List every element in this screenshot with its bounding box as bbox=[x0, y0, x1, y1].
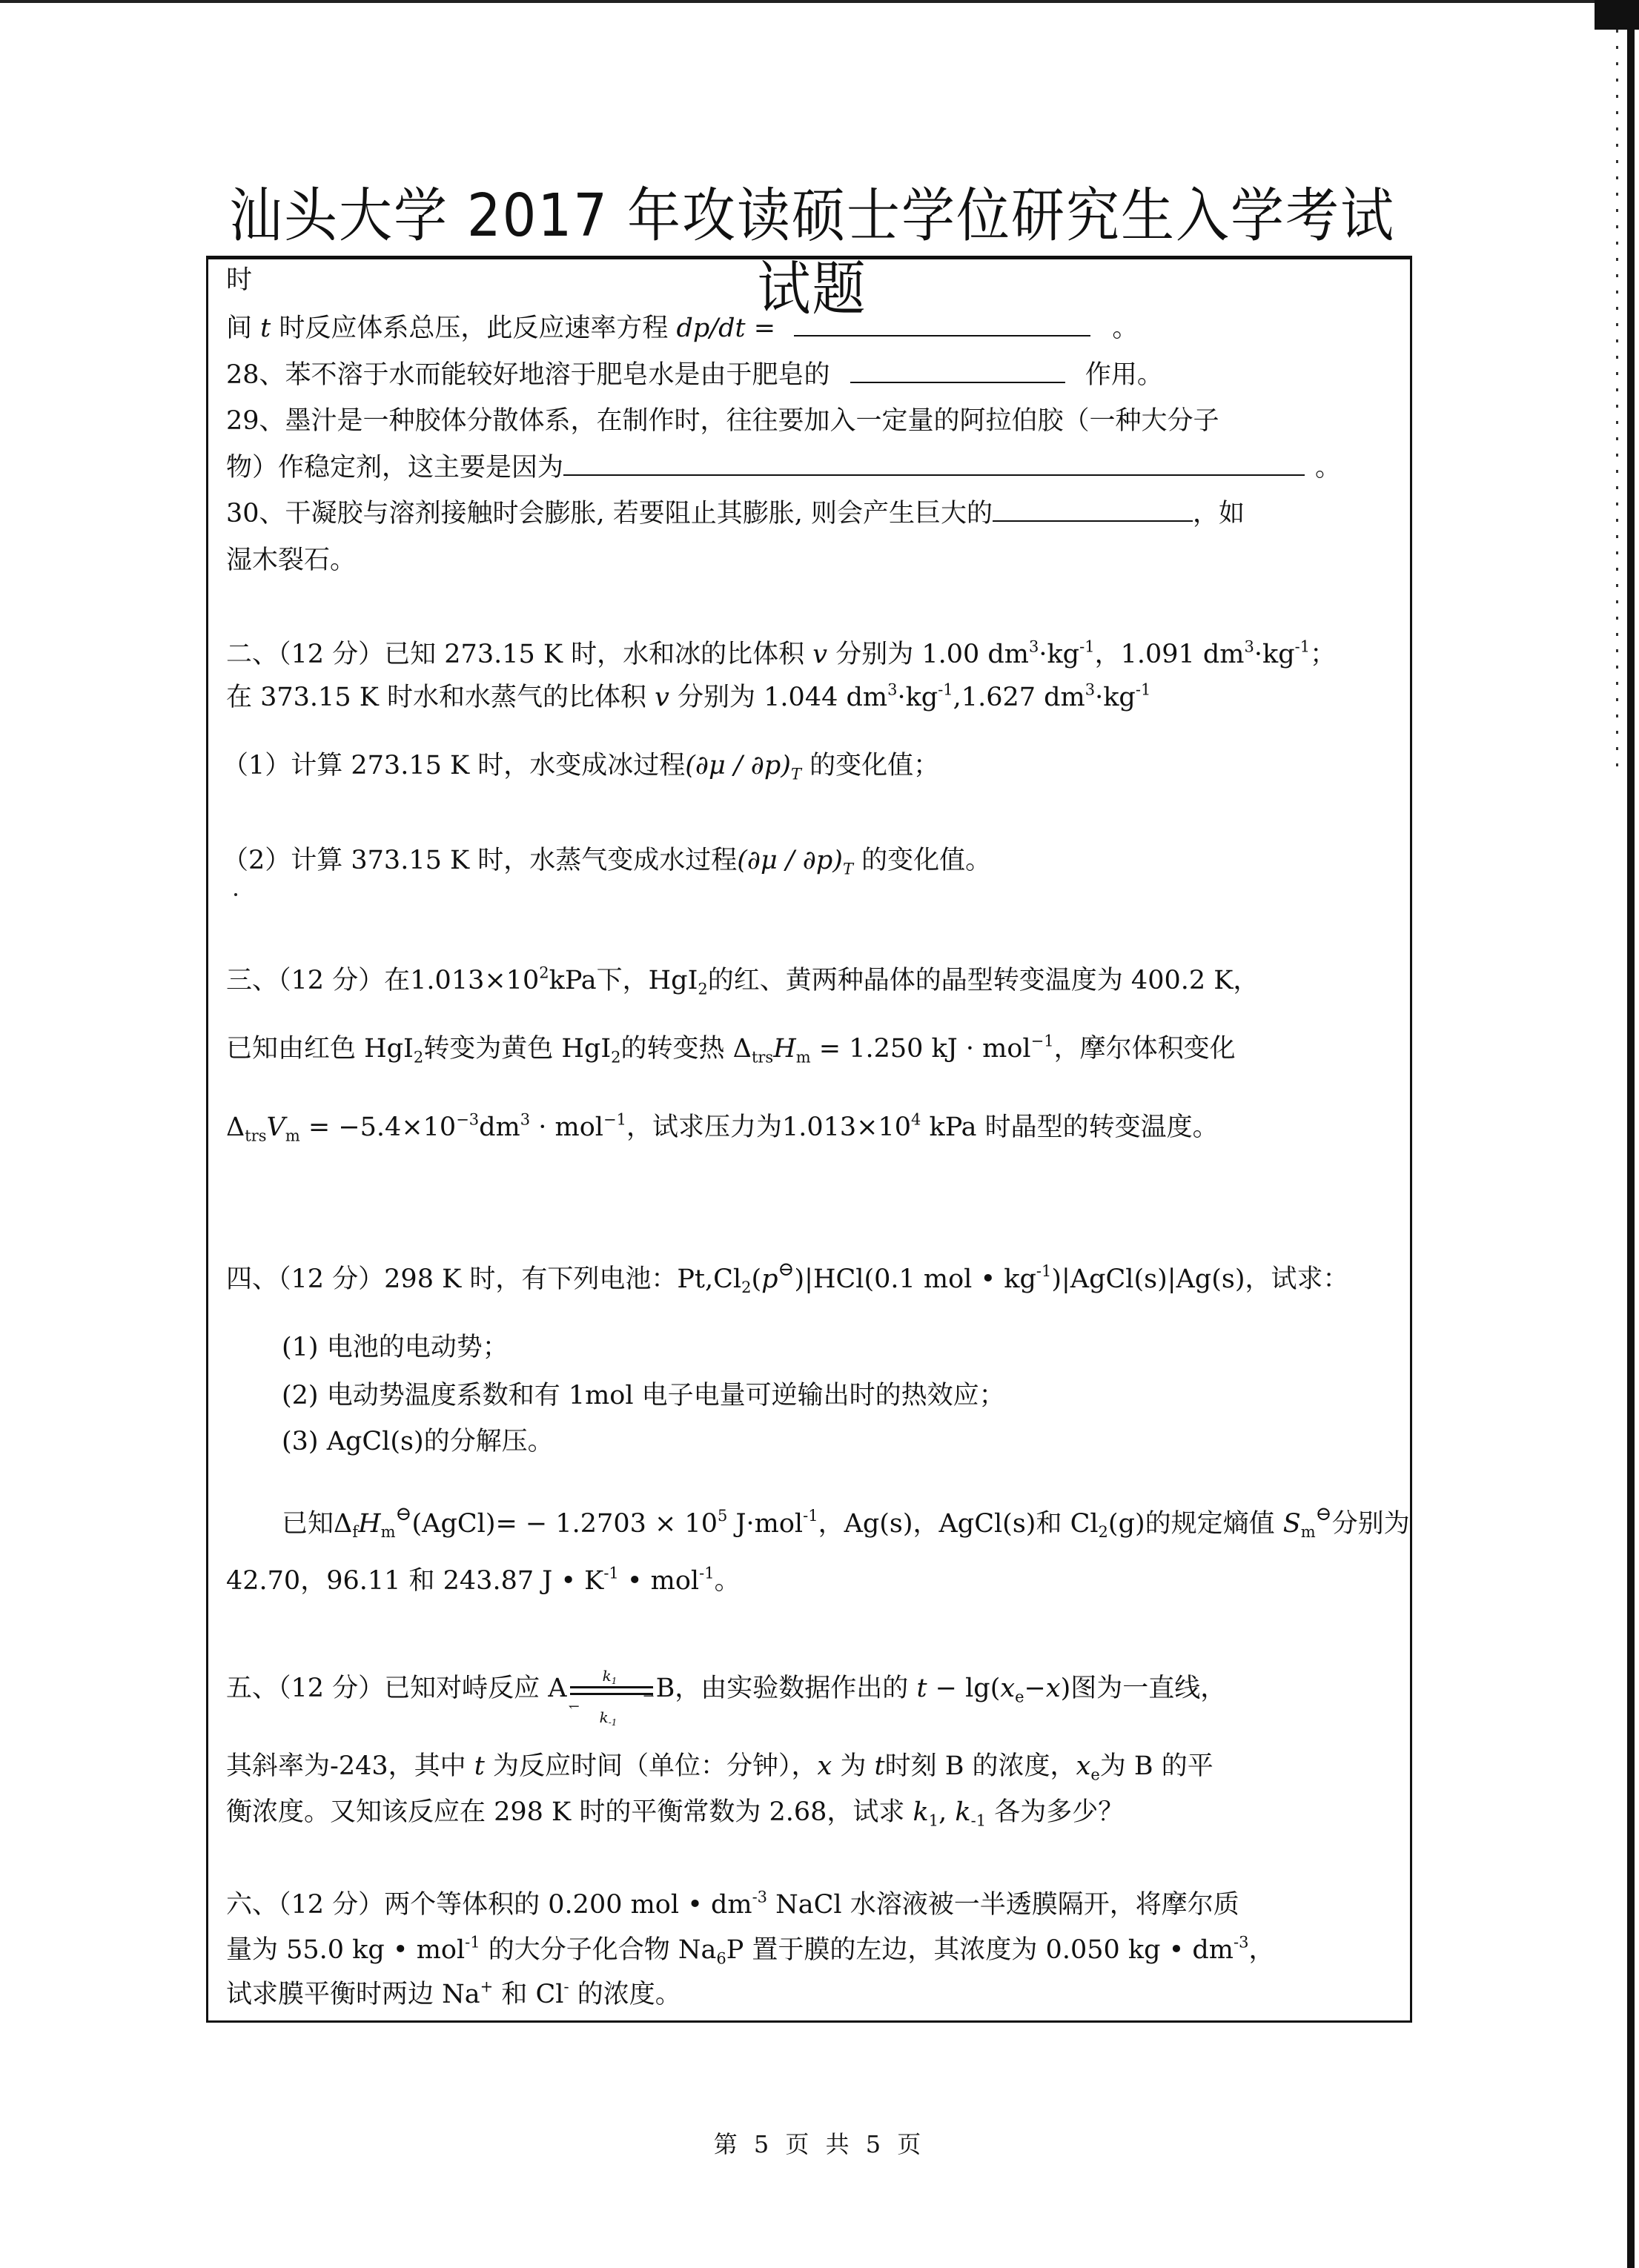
page-number: 第 5 页 共 5 页 bbox=[713, 2130, 926, 2158]
k: k bbox=[602, 1666, 612, 1685]
text: ，1.091 dm bbox=[1094, 640, 1245, 669]
var-k: k bbox=[913, 1797, 929, 1827]
sub: -1 bbox=[970, 1811, 987, 1830]
partial-derivative: (∂μ / ∂p) bbox=[737, 846, 843, 875]
sub: 1 bbox=[928, 1811, 939, 1830]
sub-e: e bbox=[1090, 1765, 1100, 1784]
text: 29、墨汁是一种胶体分散体系，在制作时，往往要加入一定量的阿拉伯胶（一种大分子 bbox=[226, 406, 1219, 436]
answer-blank-q28[interactable] bbox=[850, 359, 1065, 383]
text: )|HCl(0.1 mol • kg bbox=[794, 1264, 1036, 1294]
q2-line1 bbox=[226, 637, 1336, 672]
q3-line2 bbox=[226, 1032, 1236, 1066]
var-p: p bbox=[761, 1264, 778, 1294]
text: 的大分子化合物 Na bbox=[480, 1935, 717, 1965]
text: ，Ag(s)，AgCl(s)和 Cl bbox=[818, 1508, 1099, 1539]
text: 三、（12 分）在1.013×10 bbox=[226, 966, 540, 995]
text: Δ bbox=[226, 1113, 245, 1142]
exp: -3 bbox=[1233, 1933, 1249, 1952]
exp: -1 bbox=[1294, 637, 1311, 656]
text: 转变为黄色 HgI bbox=[423, 1034, 612, 1064]
text: 的转变热 Δ bbox=[620, 1034, 752, 1064]
sub-T: T bbox=[842, 860, 853, 878]
exp: 4 bbox=[911, 1110, 921, 1129]
exp: + bbox=[480, 1977, 494, 1996]
exp: −1 bbox=[603, 1110, 626, 1129]
exp: −1 bbox=[1030, 1032, 1054, 1050]
text: − lg( bbox=[927, 1674, 1001, 1703]
equilibrium-arrow-icon: $k_1$ ⇀ ↽ $k_{-1}$ bbox=[568, 1666, 655, 1728]
text: 各为多少？ bbox=[986, 1797, 1125, 1827]
exp: 2 bbox=[539, 964, 549, 982]
q29-line1 bbox=[226, 404, 1219, 438]
q29-line2 bbox=[226, 451, 1341, 485]
partial-derivative: (∂μ / ∂p) bbox=[685, 751, 791, 780]
var-t: t bbox=[260, 314, 271, 343]
text: B，由实验数据作出的 bbox=[655, 1674, 917, 1703]
q4-item1: (1) 电池的电动势； bbox=[282, 1333, 509, 1362]
text: 在 373.15 K 时水和水蒸气的比体积 bbox=[226, 683, 655, 712]
var-V: V bbox=[266, 1113, 285, 1142]
exp: 3 bbox=[1085, 680, 1096, 699]
text: P 置于膜的左边，其浓度为 0.050 kg • dm bbox=[726, 1935, 1234, 1965]
text: ·kg bbox=[1254, 640, 1295, 669]
text: ，摩尔体积变化 bbox=[1053, 1034, 1236, 1064]
text: 其斜率为-243，其中 bbox=[226, 1751, 474, 1781]
text: 的变化值。 bbox=[852, 846, 992, 875]
text: 作用。 bbox=[1085, 360, 1163, 390]
q4-item3: (3) AgCl(s)的分解压。 bbox=[282, 1427, 554, 1456]
q4-given-line1 bbox=[282, 1497, 1410, 1541]
exp: -3 bbox=[752, 1888, 768, 1906]
exp: 3 bbox=[887, 680, 898, 699]
text: · mol bbox=[530, 1113, 603, 1142]
q30-line2 bbox=[226, 543, 356, 577]
text: ，试求压力为1.013×10 bbox=[626, 1113, 911, 1142]
text: ， bbox=[1248, 1935, 1275, 1965]
text: 湿木裂石。 bbox=[226, 546, 357, 575]
text: 为 B 的平 bbox=[1099, 1751, 1213, 1781]
var-t: t bbox=[474, 1751, 485, 1781]
scan-top-edge bbox=[0, 0, 1639, 3]
text: （2）计算 373.15 K 时，水蒸气变成水过程 bbox=[222, 846, 738, 875]
text: 。 bbox=[714, 1566, 741, 1596]
exp: -1 bbox=[465, 1933, 480, 1952]
text: NaCl 水溶液被一半透膜隔开，将摩尔质 bbox=[767, 1890, 1239, 1920]
text: 28、苯不溶于水而能较好地溶于肥皂水是由于肥皂的 bbox=[226, 360, 830, 390]
text: • mol bbox=[618, 1566, 700, 1596]
text: 物）作稳定剂，这主要是因为 bbox=[226, 453, 564, 483]
text: 已知Δ bbox=[282, 1508, 353, 1539]
text: 时反应体系总压，此反应速率方程 bbox=[271, 314, 677, 343]
sub-m: m bbox=[1300, 1523, 1316, 1542]
standard-state-icon: ⊖ bbox=[395, 1503, 412, 1525]
sub: -1 bbox=[608, 1717, 617, 1728]
text: 为 bbox=[832, 1751, 875, 1781]
text: 分别为 1.00 dm bbox=[827, 640, 1029, 669]
text: 和 Cl bbox=[493, 1980, 564, 2009]
var-t: t bbox=[916, 1674, 927, 1703]
text: dm bbox=[479, 1113, 520, 1142]
scan-speckle bbox=[1616, 30, 1618, 771]
sub: 1 bbox=[611, 1675, 617, 1686]
var-t: t bbox=[874, 1751, 885, 1781]
text: = 1.250 kJ · mol bbox=[810, 1034, 1031, 1064]
sub: 2 bbox=[741, 1279, 752, 1297]
text: 42.70，96.11 和 243.87 J • K bbox=[226, 1566, 604, 1596]
standard-state-icon: ⊖ bbox=[1315, 1503, 1332, 1525]
q5-line2 bbox=[226, 1749, 1213, 1783]
sub-T: T bbox=[790, 765, 801, 783]
sub-m: m bbox=[380, 1523, 396, 1542]
q6-line1 bbox=[226, 1888, 1239, 1922]
text: 的红、黄两种晶体的晶型转变温度为 400.2 K， bbox=[707, 966, 1259, 995]
text: 五、（12 分）已知对峙反应 A bbox=[226, 1674, 567, 1703]
sub-e: e bbox=[1015, 1688, 1024, 1706]
text: 。 bbox=[1112, 314, 1139, 343]
sub-m: m bbox=[795, 1048, 811, 1067]
standard-state-icon: ⊖ bbox=[778, 1259, 795, 1281]
text: 四、（12 分）298 K 时，有下列电池：Pt,Cl bbox=[226, 1264, 742, 1294]
text: 六、（12 分）两个等体积的 0.200 mol • dm bbox=[226, 1890, 752, 1920]
text: J·mol bbox=[727, 1508, 804, 1539]
q2-line2 bbox=[226, 680, 1150, 714]
text: 为反应时间（单位：分钟）， bbox=[484, 1751, 818, 1781]
q6-line3 bbox=[226, 1977, 681, 2012]
sub-trs: trs bbox=[245, 1127, 267, 1145]
text: )|AgCl(s)|Ag(s)，试求： bbox=[1051, 1264, 1349, 1294]
text: 衡浓度。又知该反应在 298 K 时的平衡常数为 2.68，试求 bbox=[226, 1797, 913, 1827]
sub: 2 bbox=[611, 1048, 621, 1067]
var-k: k bbox=[955, 1797, 971, 1827]
exp: - bbox=[563, 1977, 569, 1996]
q6-line2 bbox=[226, 1933, 1274, 1967]
q4-given-line2 bbox=[226, 1564, 741, 1598]
q3-line1 bbox=[226, 964, 1259, 998]
text: 的变化值； bbox=[801, 751, 940, 780]
var-x: x bbox=[817, 1751, 832, 1781]
text: − bbox=[1024, 1674, 1046, 1703]
q28 bbox=[226, 358, 1163, 392]
q4-line1: 四、（12 分）298 K 时，有下列电池：$Pt,Cl_2(p^⊖)|HCl(0.1$ mol • $kg^{-1})|AgCl(s)|Ag(s)$，试求： bbox=[226, 1259, 1349, 1297]
sub: 6 bbox=[716, 1949, 726, 1968]
q2-sub1 bbox=[222, 749, 939, 783]
var-v: v bbox=[655, 683, 669, 712]
text: ,1.627 dm bbox=[953, 683, 1085, 712]
var-x: x bbox=[1000, 1674, 1016, 1703]
text: 时刻 B 的浓度， bbox=[884, 1751, 1076, 1781]
text: 30、干凝胶与溶剂接触时会膨胀, 若要阻止其膨胀, 则会产生巨大的 bbox=[226, 499, 993, 528]
sub-f: f bbox=[352, 1523, 359, 1542]
page-title: 汕头大学 2017 年攻读硕士学位研究生入学考试试题 bbox=[228, 181, 1395, 323]
text: 分别为 1.044 dm bbox=[669, 683, 888, 712]
exp: -1 bbox=[1079, 637, 1095, 656]
answer-blank-q27[interactable] bbox=[794, 313, 1090, 336]
text: 试求膜平衡时两边 Na bbox=[226, 1980, 480, 2009]
sub: 2 bbox=[413, 1048, 424, 1067]
sub-m: m bbox=[285, 1127, 300, 1145]
var-x: x bbox=[1076, 1751, 1091, 1781]
text: 间 bbox=[226, 314, 253, 343]
exp: 5 bbox=[717, 1507, 728, 1525]
scan-right-edge bbox=[1627, 0, 1635, 2268]
exp: -1 bbox=[938, 680, 953, 699]
exp: -1 bbox=[603, 1564, 619, 1582]
exp: −3 bbox=[456, 1110, 480, 1129]
text: kPa下，HgI bbox=[549, 966, 698, 995]
text: ·kg bbox=[1095, 683, 1136, 712]
q5-line1 bbox=[226, 1666, 1227, 1728]
q4-item2: (2) 电动势温度系数和有 1mol 电子电量可逆输出时的热效应； bbox=[282, 1381, 1005, 1410]
text: （1）计算 273.15 K 时，水变成冰过程 bbox=[222, 751, 686, 780]
exp: -1 bbox=[1135, 680, 1151, 699]
text: ； bbox=[1310, 640, 1337, 669]
q27-tail-line2 bbox=[226, 311, 1138, 345]
k: k bbox=[599, 1708, 609, 1726]
sub-trs: trs bbox=[751, 1048, 774, 1067]
q30-line1 bbox=[226, 497, 1245, 531]
text: 二、（12 分）已知 273.15 K 时，水和冰的比体积 bbox=[226, 640, 813, 669]
text: = −5.4×10 bbox=[299, 1113, 457, 1142]
text: 已知由红色 HgI bbox=[226, 1034, 414, 1064]
text: ·kg bbox=[1039, 640, 1080, 669]
exp: -1 bbox=[1036, 1262, 1052, 1281]
scan-dot bbox=[234, 893, 237, 896]
answer-blank-q30[interactable] bbox=[993, 498, 1193, 522]
exp: 3 bbox=[1028, 637, 1039, 656]
rate-expression: dp/dt = bbox=[676, 314, 776, 343]
text: )图为一直线， bbox=[1060, 1674, 1227, 1703]
exp: -1 bbox=[803, 1507, 818, 1525]
text: (AgCl)= − 1.2703 × 10 bbox=[411, 1508, 718, 1539]
var-H: H bbox=[358, 1508, 381, 1539]
q5-line3 bbox=[226, 1795, 1124, 1829]
text: 分别为 bbox=[1331, 1508, 1410, 1539]
answer-blank-q29[interactable] bbox=[563, 452, 1305, 476]
var-S: S bbox=[1282, 1508, 1301, 1539]
text: kPa 时晶型的转变温度。 bbox=[921, 1113, 1219, 1142]
q27-tail-line1 bbox=[226, 263, 252, 297]
sub: 2 bbox=[698, 980, 708, 998]
text: 时 bbox=[226, 265, 253, 295]
q2-sub2 bbox=[222, 843, 991, 878]
exp: 3 bbox=[520, 1110, 531, 1129]
text: 量为 55.0 kg • mol bbox=[226, 1935, 466, 1965]
var-v: v bbox=[812, 640, 828, 669]
sub: 2 bbox=[1098, 1523, 1108, 1542]
text: , bbox=[938, 1797, 956, 1827]
text: 的浓度。 bbox=[569, 1980, 681, 2009]
text: (g)的规定熵值 bbox=[1107, 1508, 1283, 1539]
text: 。 bbox=[1315, 453, 1342, 483]
text: ，如 bbox=[1193, 499, 1245, 528]
var-x: x bbox=[1045, 1674, 1061, 1703]
text: ·kg bbox=[897, 683, 938, 712]
exp: 3 bbox=[1244, 637, 1254, 656]
exp: -1 bbox=[699, 1564, 715, 1582]
q3-line3 bbox=[226, 1110, 1219, 1144]
var-H: H bbox=[773, 1034, 796, 1064]
